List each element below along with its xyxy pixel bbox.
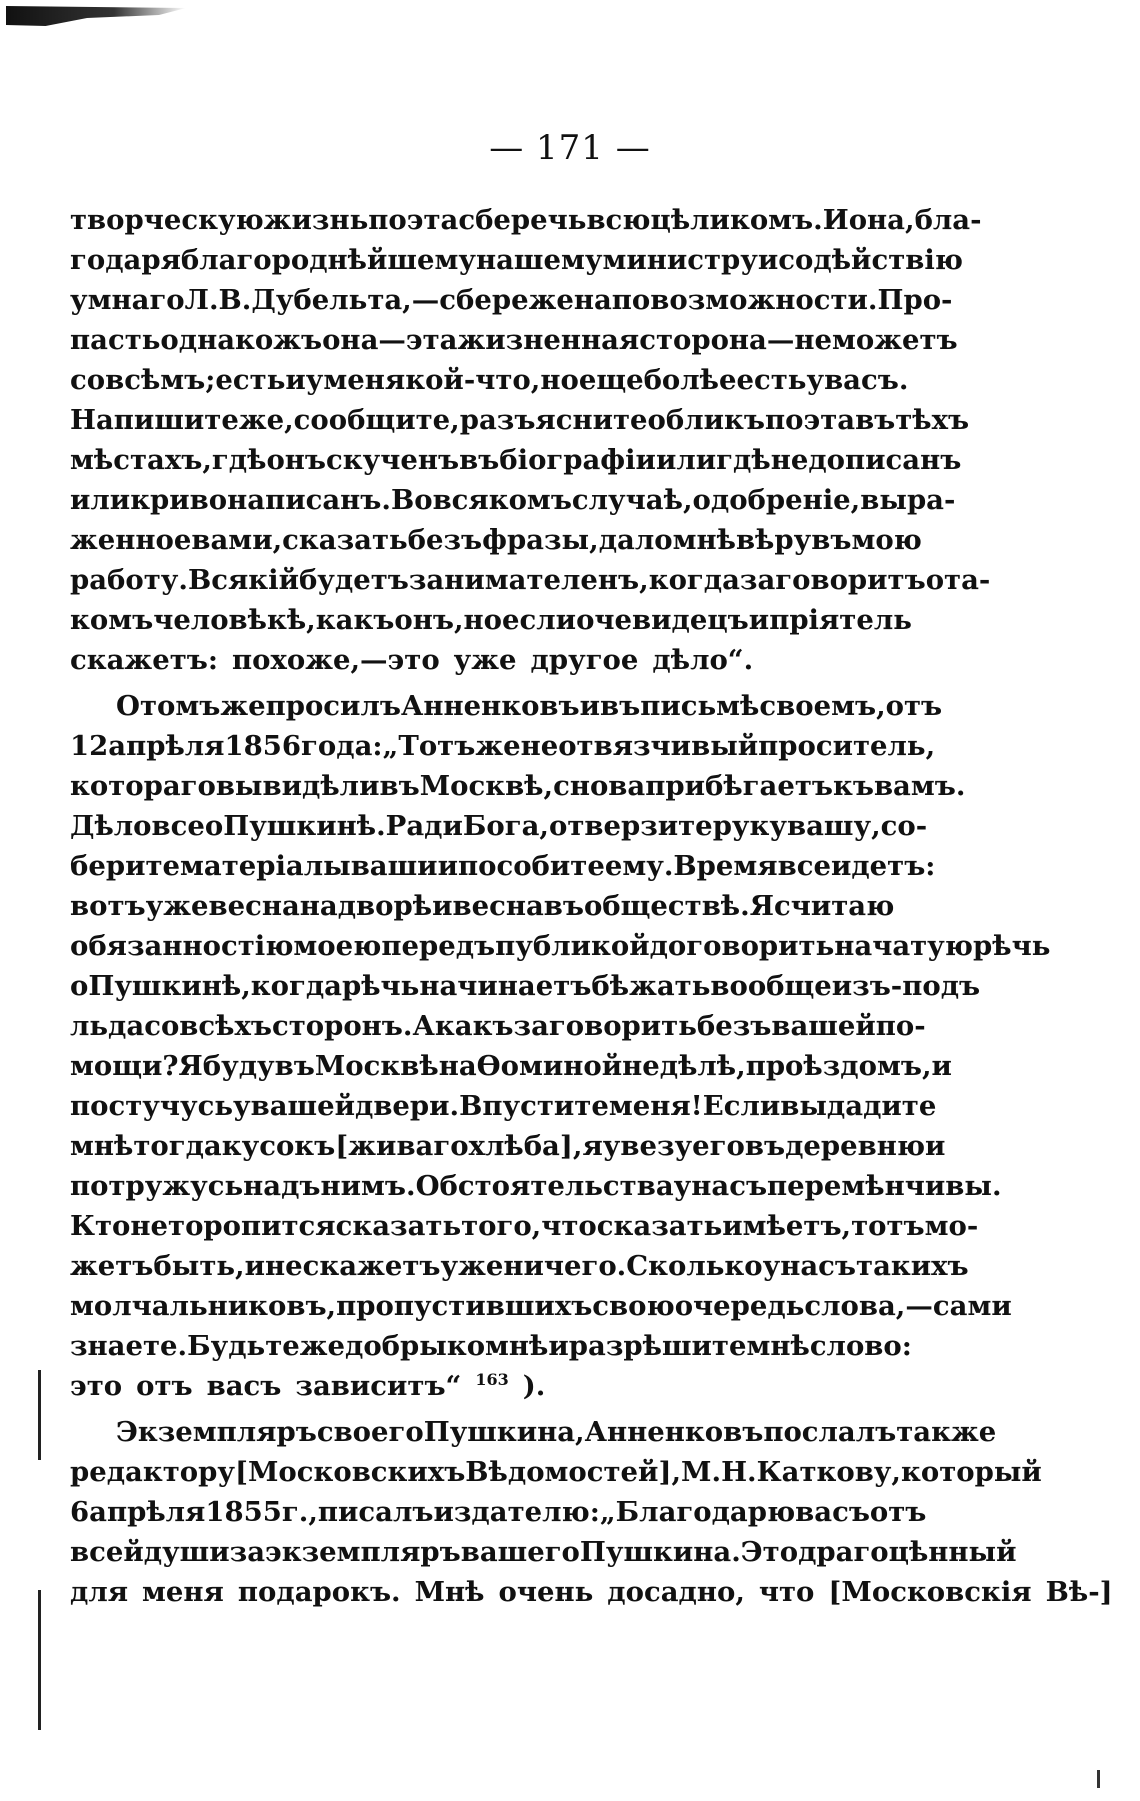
text-line: пасть однакожъ она — эта жизненная сторона — не можетъ xyxy=(70,324,958,356)
text-line: совсѣмъ; есть и у меня кой-что, но еще болѣе есть у васъ. xyxy=(70,364,909,396)
text-line: обязанностію моею передъ публикой договорить начатую рѣчь xyxy=(70,930,1051,962)
text-line: знаете. Будьте же добры ко мнѣ и разрѣшите мнѣ слово: xyxy=(70,1330,912,1362)
text-line: годаря благороднѣйшему нашему министру и содѣйствію xyxy=(70,244,963,276)
text-line: умнаго Л. В. Дубельта, — сбережена по возможности. Про- xyxy=(70,284,953,316)
text-line: творческую жизнь поэта сберечь всю цѣликомъ. И она, бла- xyxy=(70,204,982,236)
page-number: — 171 — xyxy=(489,128,651,168)
text-line: мѣстахъ, гдѣ онъ скученъ въ біографіи или гдѣ не дописанъ xyxy=(70,444,962,476)
text-line: скажетъ: похоже,—это уже другое дѣло“. xyxy=(70,644,754,676)
text-line: котораго вы видѣли въ Москвѣ, снова прибѣгаетъ къ вамъ. xyxy=(70,770,966,802)
text-line: или криво написанъ. Во всякомъ случаѣ, одобреніе, выра- xyxy=(70,484,956,516)
text-line: мощи? Я буду въ Москвѣ на Ѳоминой недѣлѣ, проѣздомъ, и xyxy=(70,1050,952,1082)
scan-artifact-mark xyxy=(6,6,186,26)
text-line: о Пушкинѣ, когда рѣчь начинаетъ бѣжать вообще изъ-подъ xyxy=(70,970,981,1002)
text-line: льда со всѣхъ сторонъ. А какъ заговорить безъ вашей по- xyxy=(70,1010,926,1042)
body-text xyxy=(70,200,1113,1612)
text-line: 6 апрѣля 1855 г., писалъ издателю: „Благодарю васъ отъ xyxy=(70,1496,927,1528)
text-line: для меня подарокъ. Мнѣ очень досадно, что [Московскія Вѣ-] xyxy=(70,1576,1113,1608)
text-line: жетъ быть, и не скажетъ уже ничего. Сколько у насъ такихъ xyxy=(70,1250,969,1282)
text-line: берите матеріалы ваши и пособите ему. Время все идетъ: xyxy=(70,850,936,882)
text-line: постучусь у вашей двери. Впустите меня! Если вы дадите xyxy=(70,1090,937,1122)
text-line: работу. Всякій будетъ занимателенъ, когда заговоритъ о та- xyxy=(70,564,991,596)
text-line: женное вами, сказать безъ фразы, дало мнѣ вѣру въ мою xyxy=(70,524,922,556)
text-line: Экземпляръ своего Пушкина, Анненковъ послалъ также xyxy=(116,1416,997,1448)
margin-mark xyxy=(1097,1770,1100,1788)
text-line: молчальниковъ, пропустившихъ свою очередь слова, — сами xyxy=(70,1290,1012,1322)
text-line: вотъ уже весна на дворѣ и весна въ обществѣ. Я считаю xyxy=(70,890,895,922)
text-line: Дѣло все о Пушкинѣ. Ради Бога, отверзите руку вашу, со- xyxy=(70,810,928,842)
text-line: это отъ васъ зависитъ“ $^{163}$ ). xyxy=(70,1369,546,1402)
margin-rule xyxy=(38,1590,41,1730)
text-line: 12 апрѣля 1856 года: „Тотъ же неотвязчивый проситель, xyxy=(70,730,936,762)
margin-rule xyxy=(38,1370,41,1460)
text-line: Напишите же, сообщите, разъясните обликъ поэта въ тѣхъ xyxy=(70,404,970,436)
text-line: комъ человѣкѣ, какъ онъ, но если очевидецъ и пріятель xyxy=(70,604,912,636)
text-line: редактору [Московскихъ Вѣдомостей], М. Н. Каткову, который xyxy=(70,1456,1042,1488)
text-line: потружусь надъ нимъ. Обстоятельства у насъ перемѣнчивы. xyxy=(70,1170,1002,1202)
text-line: всей души за экземпляръ вашего Пушкина. Это драгоцѣнный xyxy=(70,1536,1017,1568)
text-line: О томъ же просилъ Анненковъ и въ письмѣ своемъ, отъ xyxy=(116,690,943,722)
text-line: мнѣ тогда кусокъ [живаго хлѣба], я увезу его въ деревню и xyxy=(70,1130,946,1162)
text-line: Кто не торопится сказать того, что сказать имѣетъ, тотъ мо- xyxy=(70,1210,979,1242)
